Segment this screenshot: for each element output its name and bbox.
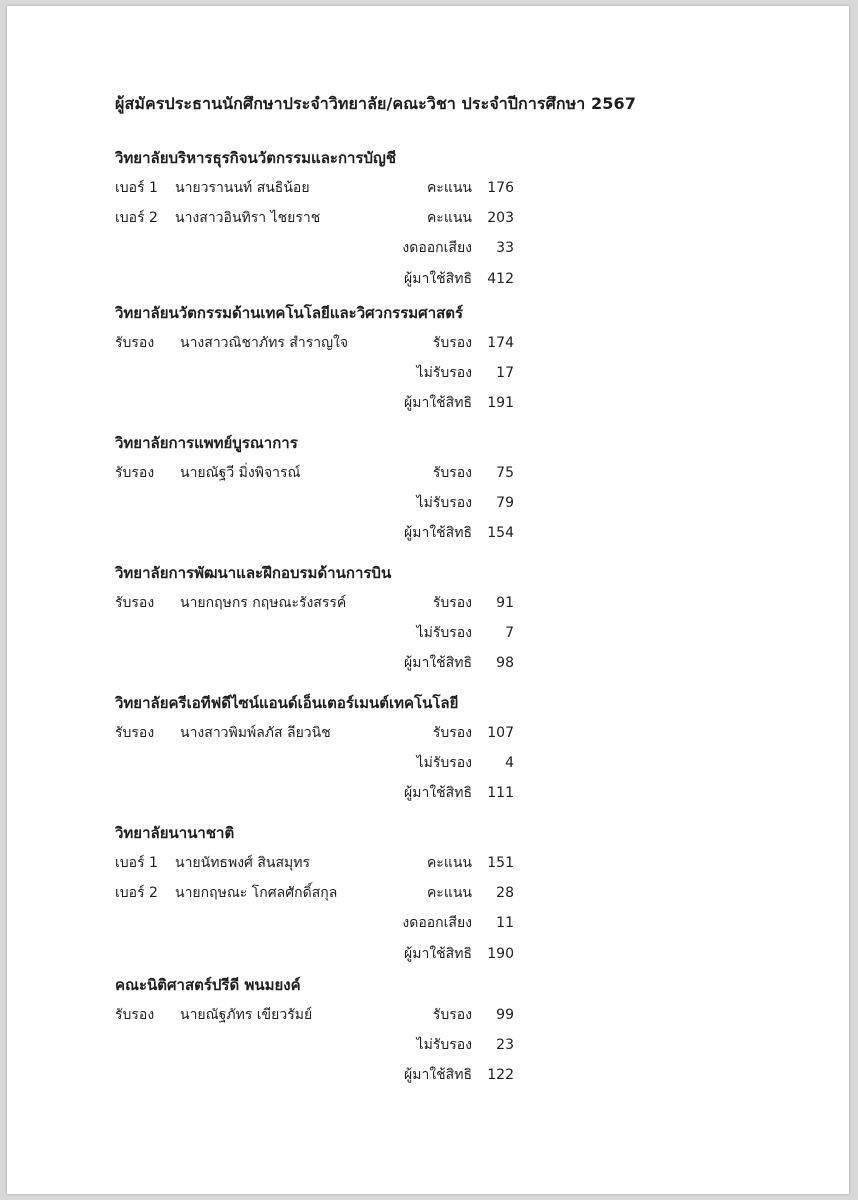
turnout-row [115, 648, 635, 678]
section-title: วิทยาลัยการแพทย์บูรณาการ [115, 434, 298, 452]
candidate-name: นางสาวพิมพ์ลภัส ลียวนิช [180, 725, 331, 741]
turnout-row [115, 939, 635, 969]
disapprove-row [115, 748, 635, 778]
abstain-label: งดออกเสียง [402, 915, 472, 932]
disapprove-label: ไม่รับรอง [416, 755, 472, 772]
approve-label: รับรอง [432, 465, 472, 481]
section-title: วิทยาลัยการพัฒนาและฝึกอบรมด้านการบิน [115, 564, 392, 582]
turnout-label: ผู้มาใช้สิทธิ [404, 945, 472, 962]
candidate-name: นายณัฐภัทร เขียวรัมย์ [180, 1007, 313, 1023]
candidate-name: นายกฤษกร กฤษณะรังสรรค์ [180, 595, 347, 611]
candidate-row [115, 848, 635, 878]
candidate-status: รับรอง [115, 725, 155, 741]
abstain-row [115, 908, 635, 938]
candidate-number: เบอร์ 1 [115, 855, 158, 871]
turnout-value: 191 [487, 395, 514, 412]
score-label: คะแนน [426, 855, 472, 871]
disapprove-row [115, 488, 635, 518]
turnout-label: ผู้มาใช้สิทธิ [404, 270, 472, 287]
candidate-status: รับรอง [115, 335, 155, 351]
score-label: คะแนน [426, 210, 472, 227]
approve-label: รับรอง [432, 335, 472, 351]
candidate-row [115, 173, 635, 203]
turnout-row [115, 778, 635, 808]
disapprove-row [115, 618, 635, 648]
disapprove-label: ไม่รับรอง [416, 1037, 472, 1054]
approve-label: รับรอง [432, 1007, 472, 1023]
section-aviation-development [115, 558, 635, 679]
candidate-row [115, 1000, 635, 1030]
candidate-row [115, 203, 635, 233]
candidate-status: รับรอง [115, 595, 155, 611]
candidate-row [115, 328, 635, 358]
disapprove-row [115, 358, 635, 388]
candidate-row [115, 718, 635, 748]
turnout-value: 98 [496, 655, 514, 672]
turnout-value: 111 [487, 785, 514, 802]
document-title: ผู้สมัครประธานนักศึกษาประจำวิทยาลัย/คณะวิชา ประจำปีการศึกษา 2567 [115, 94, 636, 113]
disapprove-value: 4 [505, 755, 514, 772]
candidate-status: รับรอง [115, 465, 155, 481]
abstain-label: งดออกเสียง [402, 240, 472, 257]
disapprove-row [115, 1030, 635, 1060]
turnout-row [115, 388, 635, 418]
candidate-number: เบอร์ 2 [115, 210, 158, 227]
disapprove-value: 17 [496, 365, 514, 382]
section-pridi-law-faculty [115, 970, 635, 1091]
candidate-name: นายวรานนท์ สนธิน้อย [175, 180, 310, 196]
turnout-row [115, 1060, 635, 1090]
candidate-name: นางสาวณิชาภัทร สำราญใจ [180, 335, 349, 351]
section-integrative-medicine [115, 428, 635, 549]
turnout-label: ผู้มาใช้สิทธิ [404, 655, 472, 672]
section-title: คณะนิติศาสตร์ปรีดี พนมยงค์ [115, 976, 301, 994]
approve-value: 174 [487, 335, 514, 351]
section-technology-engineering [115, 298, 635, 419]
approve-label: รับรอง [432, 725, 472, 741]
turnout-label: ผู้มาใช้สิทธิ [404, 525, 472, 542]
abstain-row [115, 233, 635, 263]
score-value: 151 [487, 855, 514, 871]
section-title: วิทยาลัยนานาชาติ [115, 824, 235, 842]
disapprove-label: ไม่รับรอง [416, 365, 472, 382]
candidate-number: เบอร์ 1 [115, 180, 158, 196]
turnout-row [115, 518, 635, 548]
candidate-row [115, 588, 635, 618]
candidate-row [115, 458, 635, 488]
section-creative-design-entertainment [115, 688, 635, 809]
turnout-value: 190 [487, 945, 514, 962]
approve-value: 75 [496, 465, 514, 481]
turnout-label: ผู้มาใช้สิทธิ [404, 785, 472, 802]
score-label: คะแนน [426, 885, 472, 902]
section-business-innovation-accounting [115, 143, 635, 294]
turnout-label: ผู้มาใช้สิทธิ [404, 1067, 472, 1084]
candidate-name: นายนัทธพงศ์ สินสมุทร [175, 855, 311, 871]
turnout-row [115, 264, 635, 294]
disapprove-label: ไม่รับรอง [416, 625, 472, 642]
turnout-value: 122 [487, 1067, 514, 1084]
candidate-name: นายกฤษณะ โกศลศักดิ์สกุล [175, 885, 338, 902]
approve-label: รับรอง [432, 595, 472, 611]
turnout-label: ผู้มาใช้สิทธิ [404, 395, 472, 412]
turnout-value: 412 [487, 270, 514, 287]
approve-value: 99 [496, 1007, 514, 1023]
candidate-name: นายณัฐวี มิ่งพิจารณ์ [180, 465, 301, 481]
disapprove-value: 23 [496, 1037, 514, 1054]
approve-value: 107 [487, 725, 514, 741]
score-value: 203 [487, 210, 514, 227]
approve-value: 91 [496, 595, 514, 611]
score-value: 176 [487, 180, 514, 196]
section-international-college [115, 818, 635, 969]
abstain-value: 33 [496, 240, 514, 257]
candidate-status: รับรอง [115, 1007, 155, 1023]
candidate-number: เบอร์ 2 [115, 885, 158, 902]
disapprove-value: 79 [496, 495, 514, 512]
score-value: 28 [496, 885, 514, 902]
candidate-name: นางสาวอินทิรา ไชยราช [175, 210, 321, 227]
turnout-value: 154 [487, 525, 514, 542]
score-label: คะแนน [426, 180, 472, 196]
disapprove-label: ไม่รับรอง [416, 495, 472, 512]
candidate-row [115, 878, 635, 908]
section-title: วิทยาลัยครีเอทีฟดีไซน์แอนด์เอ็นเตอร์เมนต์เทคโนโลยี [115, 694, 459, 712]
section-title: วิทยาลัยนวัตกรรมด้านเทคโนโลยีและวิศวกรรมศาสตร์ [115, 304, 464, 322]
abstain-value: 11 [496, 915, 514, 932]
section-title: วิทยาลัยบริหารธุรกิจนวัตกรรมและการบัญชี [115, 149, 396, 167]
document-page [7, 6, 849, 1194]
disapprove-value: 7 [505, 625, 514, 642]
